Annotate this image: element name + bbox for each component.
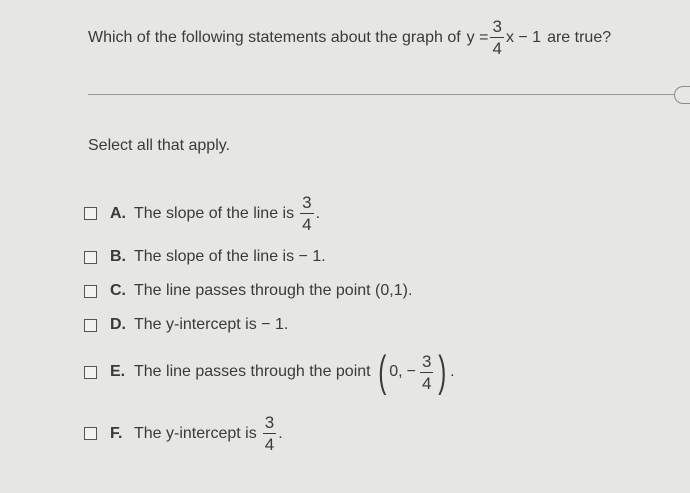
option-e[interactable]	[84, 347, 455, 396]
option-letter: C.	[110, 282, 126, 299]
point-x: 0,	[389, 363, 403, 380]
option-punctuation: .	[450, 363, 455, 380]
fraction-numerator: 3	[302, 193, 312, 212]
option-f[interactable]	[84, 414, 283, 453]
checkbox-a[interactable]	[84, 207, 97, 220]
equation-fraction	[490, 18, 503, 57]
fraction-numerator: 3	[421, 351, 432, 371]
option-letter: D.	[110, 316, 126, 333]
option-c[interactable]	[84, 282, 412, 300]
option-letter: F.	[110, 424, 123, 442]
instruction-text: Select all that apply.	[88, 137, 231, 154]
option-letter: E.	[110, 363, 126, 380]
option-text: The y-intercept is − 1.	[134, 316, 289, 333]
option-letter: A.	[110, 204, 126, 222]
question-suffix: are true?	[547, 28, 612, 46]
point-fraction	[420, 353, 433, 392]
checkbox-f[interactable]	[84, 427, 97, 440]
option-text: The line passes through the point (0,1).	[134, 282, 413, 299]
checkbox-b[interactable]	[84, 251, 97, 264]
option-a[interactable]	[84, 194, 320, 233]
equation-lhs: y =	[466, 28, 489, 46]
divider	[88, 94, 678, 95]
point-sign: −	[406, 363, 416, 380]
option-punctuation: .	[315, 204, 321, 222]
question-prefix: Which of the following statements about the graph of	[88, 28, 461, 46]
equation-numerator: 3	[492, 17, 502, 36]
fraction-denominator: 4	[421, 373, 432, 393]
equation-denominator: 4	[492, 39, 502, 58]
option-d[interactable]	[84, 316, 288, 334]
fraction-denominator: 4	[264, 435, 275, 454]
question-text	[88, 18, 611, 57]
checkbox-d[interactable]	[84, 319, 97, 332]
fraction-denominator: 4	[302, 215, 312, 234]
option-fraction	[300, 194, 313, 233]
right-paren-icon: )	[438, 347, 447, 396]
point-expression	[375, 347, 450, 396]
option-letter: B.	[110, 248, 126, 265]
fraction-numerator: 3	[264, 413, 275, 432]
option-text: The y-intercept is	[134, 424, 257, 442]
left-paren-icon: (	[377, 347, 386, 396]
option-text: The slope of the line is − 1.	[134, 248, 326, 265]
equation-rest: x − 1	[505, 28, 542, 46]
option-punctuation: .	[278, 424, 283, 442]
option-b[interactable]	[84, 248, 326, 266]
option-fraction	[263, 414, 276, 453]
checkbox-c[interactable]	[84, 285, 97, 298]
option-text: The slope of the line is	[134, 204, 295, 222]
panel-resize-handle[interactable]	[674, 86, 690, 104]
option-text: The line passes through the point	[134, 363, 371, 380]
checkbox-e[interactable]	[84, 366, 97, 379]
